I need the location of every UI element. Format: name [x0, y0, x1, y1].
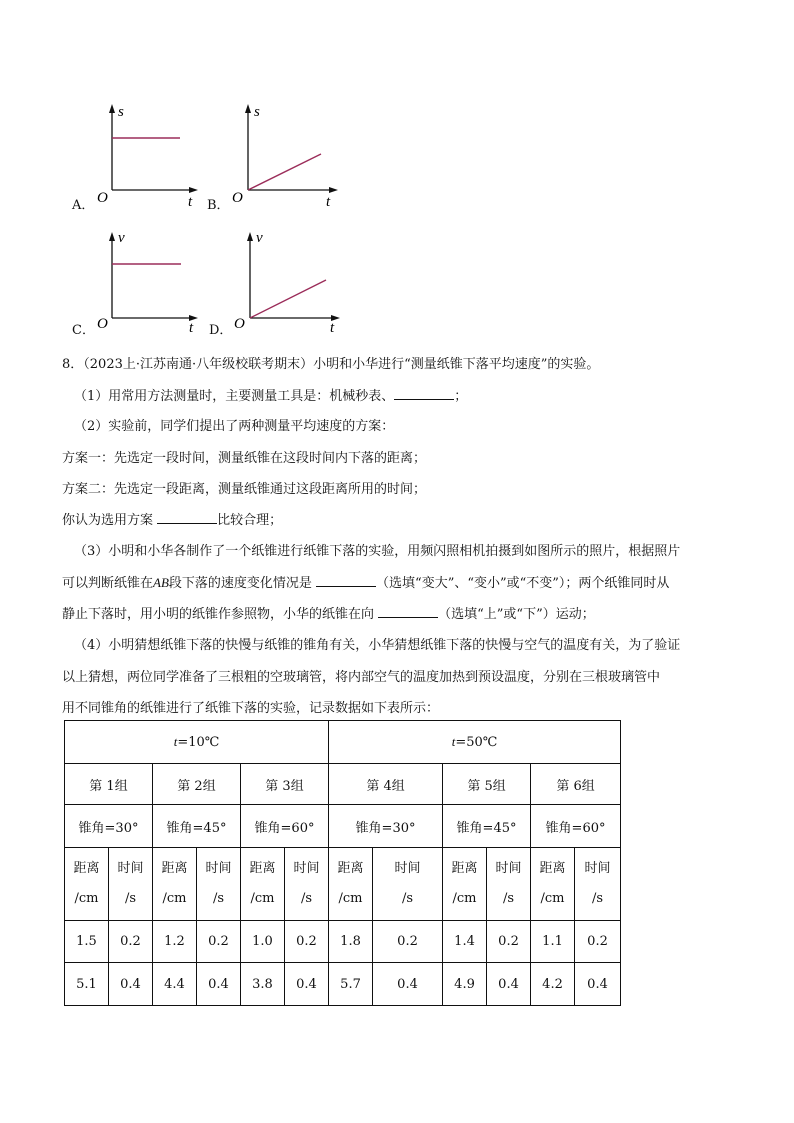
table-cell: 0.4 — [285, 963, 329, 1006]
table-cell: 5.7 — [329, 963, 373, 1006]
part4-line3: 用不同锥角的纸锥进行了纸锥下落的实验，记录数据如下表所示： — [62, 701, 440, 716]
group-header: 第 6组 — [531, 764, 621, 805]
data-table — [64, 720, 621, 1006]
time-header: 时间 /s — [487, 848, 531, 921]
graph-line — [248, 154, 321, 190]
table-cell: 1.2 — [153, 921, 197, 963]
part3-text-b: 段下落的速度变化情况是 — [168, 576, 317, 591]
origin-label: O — [234, 316, 245, 332]
time-header: 时间 /s — [373, 848, 443, 921]
table-cell: 0.2 — [197, 921, 241, 963]
table-cell: 4.2 — [531, 963, 575, 1006]
y-axis-label: v — [118, 230, 125, 246]
table-cell: 4.4 — [153, 963, 197, 1006]
table-row — [65, 921, 621, 963]
part1-text: （1）用常用方法测量时，主要测量工具是：机械秒表、 — [74, 389, 395, 404]
angle-header: 锥角=60° — [531, 805, 621, 848]
distance-header: 距离 /cm — [153, 848, 197, 921]
part4-line2: 以上猜想，两位同学准备了三根粗的空玻璃管，将内部空气的温度加热到预设温度，分别在三根玻璃管中 — [62, 670, 661, 685]
angle-header: 锥角=30° — [65, 805, 153, 848]
answer-blank-1[interactable] — [394, 387, 454, 400]
angle-header: 锥角=45° — [153, 805, 241, 848]
plan-choice-text: 你认为选用方案 — [62, 513, 158, 528]
option-c-label: C． — [72, 323, 95, 338]
y-axis-label: s — [254, 104, 260, 120]
x-axis-label: t — [326, 194, 331, 210]
origin-label: O — [232, 190, 243, 206]
origin-label: O — [97, 316, 108, 332]
temp-header-cold: t=10℃ — [65, 721, 329, 764]
table-cell: 0.2 — [487, 921, 531, 963]
graph-c — [92, 226, 207, 336]
part3-line1: （3）小明和小华各制作了一个纸锥进行纸锥下落的实验，用频闪照相机拍摄到如图所示的照片，根据照片 — [74, 544, 681, 559]
table-cell: 0.4 — [373, 963, 443, 1006]
time-header: 时间 /s — [285, 848, 329, 921]
plan-choice-end: 比较合理； — [217, 513, 283, 528]
angle-header: 锥角=45° — [443, 805, 531, 848]
table-cell: 1.4 — [443, 921, 487, 963]
part3-text-c: （选填“变大”、“变小”或“不变”）；两个纸锥同时从 — [376, 576, 670, 591]
table-cell: 1.5 — [65, 921, 109, 963]
distance-header: 距离 /cm — [241, 848, 285, 921]
unit-header-row — [65, 848, 621, 921]
table-cell: 1.0 — [241, 921, 285, 963]
part4-line1: （4）小明猜想纸锥下落的快慢与纸锥的锥角有关，小华猜想纸锥下落的快慢与空气的温度有关，为了验证 — [74, 638, 681, 653]
table-row — [65, 963, 621, 1006]
time-header: 时间 /s — [109, 848, 153, 921]
y-axis-arrow — [109, 232, 115, 241]
part3-text-a: 可以判断纸锥在 — [62, 576, 154, 591]
y-axis-arrow — [247, 232, 253, 241]
y-axis-label: s — [118, 104, 124, 120]
answer-blank-2[interactable] — [157, 511, 217, 524]
option-b-label: B． — [207, 198, 230, 213]
graph-b — [228, 98, 348, 213]
graph-a — [92, 98, 202, 213]
y-axis-label: v — [256, 230, 263, 246]
part3-line2 — [62, 572, 669, 591]
graph-d — [230, 226, 355, 336]
angle-header: 锥角=30° — [329, 805, 443, 848]
option-d-label: D． — [209, 323, 233, 338]
y-axis-arrow — [245, 104, 251, 113]
y-axis-arrow — [109, 104, 115, 113]
plan-one: 方案一：先选定一段时间，测量纸锥在这段时间内下落的距离； — [62, 451, 427, 466]
time-header: 时间 /s — [197, 848, 241, 921]
x-axis-arrow — [189, 187, 198, 193]
table-cell: 0.2 — [575, 921, 621, 963]
part3-line3 — [62, 603, 595, 622]
table-cell: 0.2 — [285, 921, 329, 963]
part2: （2）实验前，同学们提出了两种测量平均速度的方案： — [74, 419, 395, 434]
table-cell: 0.4 — [487, 963, 531, 1006]
group-header: 第 1组 — [65, 764, 153, 805]
x-axis-label: t — [188, 194, 193, 210]
answer-blank-4[interactable] — [378, 605, 438, 618]
origin-label: O — [97, 190, 108, 206]
distance-header: 距离 /cm — [329, 848, 373, 921]
table-cell: 0.2 — [109, 921, 153, 963]
part1-end: ； — [454, 389, 468, 404]
table-cell: 5.1 — [65, 963, 109, 1006]
plan-choice — [62, 509, 282, 528]
group-header: 第 5组 — [443, 764, 531, 805]
distance-header: 距离 /cm — [443, 848, 487, 921]
group-header: 第 3组 — [241, 764, 329, 805]
table-cell: 1.1 — [531, 921, 575, 963]
table-cell: 0.2 — [373, 921, 443, 963]
temp-header-hot: t=50℃ — [329, 721, 621, 764]
distance-header: 距离 /cm — [531, 848, 575, 921]
plan-two: 方案二：先选定一段距离，测量纸锥通过这段距离所用的时间； — [62, 482, 427, 497]
option-a-label: A． — [72, 198, 95, 213]
part3-text-e: （选填“上”或“下”）运动； — [438, 607, 595, 622]
answer-blank-3[interactable] — [316, 574, 376, 587]
table-cell: 0.4 — [197, 963, 241, 1006]
question-header: 8．（2023上·江苏南通·八年级校联考期末）小明和小华进行“测量纸锥下落平均速度”的实验。 — [62, 357, 600, 372]
angle-header: 锥角=60° — [241, 805, 329, 848]
group-header: 第 2组 — [153, 764, 241, 805]
table-cell: 1.8 — [329, 921, 373, 963]
segment-ab: AB — [153, 575, 169, 590]
group-header: 第 4组 — [329, 764, 443, 805]
table-cell: 3.8 — [241, 963, 285, 1006]
part1 — [74, 385, 467, 404]
x-axis-label: t — [330, 320, 335, 336]
table-cell: 4.9 — [443, 963, 487, 1006]
part3-text-d: 静止下落时，用小明的纸锥作参照物，小华的纸锥在向 — [62, 607, 379, 622]
graph-line — [250, 280, 326, 318]
time-header: 时间 /s — [575, 848, 621, 921]
distance-header: 距离 /cm — [65, 848, 109, 921]
table-cell: 0.4 — [109, 963, 153, 1006]
x-axis-label: t — [189, 320, 194, 336]
x-axis-arrow — [329, 187, 338, 193]
table-cell: 0.4 — [575, 963, 621, 1006]
